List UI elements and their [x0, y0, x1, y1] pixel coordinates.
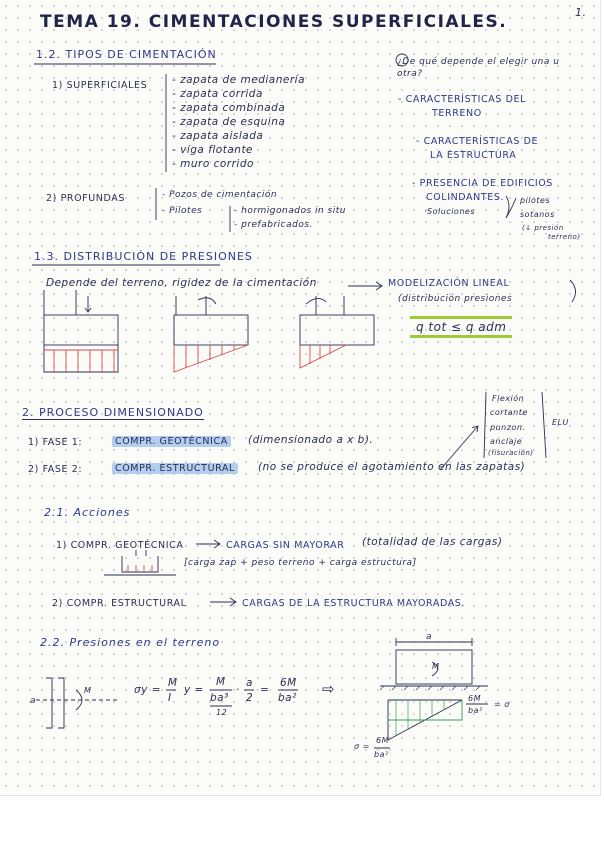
- profundas-label: 2) PROFUNDAS: [46, 193, 125, 204]
- page-number: 1.: [575, 6, 587, 19]
- brace-elu: [484, 392, 486, 458]
- formula-y: y =: [184, 684, 204, 696]
- arrow-right-icon: [348, 282, 382, 290]
- formula-6m-num: 6M: [280, 677, 297, 689]
- footing-stress-sketch: [374, 638, 488, 748]
- formula-i-den: I: [168, 692, 172, 704]
- formula-sigma: σy =: [134, 684, 162, 696]
- dim-a-label: a: [30, 696, 37, 706]
- list-item: (fisuración): [488, 449, 534, 457]
- section-2-2-heading: 2.2. Presiones en el terreno: [40, 636, 221, 649]
- pressure-diagram-trapezoid: [174, 296, 248, 372]
- arrow-right-icon: [210, 598, 236, 606]
- option-pilotes: pilotes: [520, 196, 551, 205]
- presion-note: (↓ presión: [522, 224, 564, 232]
- acciones-item2-text: CARGAS DE LA ESTRUCTURA MAYORADAS.: [242, 598, 466, 609]
- list-item: - Pilotes: [162, 206, 203, 216]
- list-item: COLINDANTES.: [426, 192, 505, 203]
- list-item: anclaje: [490, 437, 523, 446]
- superficiales-label: 1) SUPERFICIALES: [52, 80, 148, 91]
- acciones-item2-label: 2) COMPR. ESTRUCTURAL: [52, 598, 187, 609]
- list-item: TERRENO: [432, 108, 482, 119]
- list-item: - zapata de esquina: [172, 116, 286, 128]
- page-title: TEMA 19. CIMENTACIONES SUPERFICIALES.: [40, 12, 508, 32]
- sigma-top-num: 6M: [468, 694, 481, 703]
- modelizacion-sub: (distribución presiones: [398, 294, 513, 304]
- list-item: - prefabricados.: [234, 220, 313, 230]
- formula-ba2-den: ba²: [278, 692, 297, 704]
- list-item: - muro corrido: [172, 158, 254, 170]
- option-sotanos: sotanos: [520, 210, 555, 219]
- modelizacion-text: MODELIZACIÓN LINEAL: [388, 278, 510, 289]
- section-1-3-heading: 1.3. DISTRIBUCIÓN DE PRESIONES: [34, 250, 253, 263]
- acciones-item1-text: CARGAS SIN MAYORAR: [226, 540, 345, 551]
- section-1-2-heading: 1.2. TIPOS DE CIMENTACIÓN: [36, 48, 217, 61]
- list-item: - zapata combinada: [172, 102, 286, 114]
- arrow-elu-icon: [440, 426, 478, 470]
- acciones-item1-sub: [carga zap + peso terreno + carga estructura]: [184, 558, 417, 568]
- arrow-right-icon: [196, 540, 220, 548]
- elu-label: ELU: [552, 418, 569, 427]
- list-item: - PRESENCIA DE EDIFICIOS: [412, 178, 553, 189]
- list-item: - hormigonados in situ: [234, 206, 346, 216]
- question-text: ¿De qué depende el elegir una u otra?: [397, 57, 560, 79]
- section-2-heading: 2. PROCESO DIMENSIONADO: [22, 406, 204, 419]
- fase2-highlight: COMPR. ESTRUCTURAL: [112, 463, 238, 474]
- list-item: - zapata corrida: [172, 88, 263, 100]
- acciones-item1-note: (totalidad de las cargas): [362, 536, 503, 548]
- formula-dot: ·: [236, 684, 240, 696]
- fase2-note: (no se produce el agotamiento en las zapatas): [258, 461, 526, 473]
- sigma-top-suffix: = σ: [494, 700, 510, 709]
- list-item: LA ESTRUCTURA: [430, 150, 517, 161]
- presion-note: terreno): [548, 233, 581, 241]
- footing-mini-sketch: [104, 550, 176, 575]
- implies-arrow: ⇨: [322, 680, 336, 698]
- bracket-close: [570, 280, 576, 302]
- list-item: - zapata aislada: [172, 130, 264, 142]
- moment-label: M: [84, 686, 92, 695]
- brace-elu-right: [542, 392, 546, 458]
- formula-2-den: 2: [246, 692, 254, 704]
- formula-eq: =: [260, 684, 270, 696]
- list-item: cortante: [490, 408, 528, 417]
- star-circle-icon: [396, 54, 408, 66]
- list-item: punzon.: [490, 423, 526, 432]
- right-moment: M: [432, 662, 440, 671]
- fase1-label: 1) FASE 1:: [28, 437, 83, 448]
- formula-ba3-den: ba³: [210, 692, 229, 704]
- pressure-diagram-triangle: [300, 296, 374, 368]
- formula-m2-num: M: [216, 676, 226, 688]
- distribucion-text: Depende del terreno, rigidez de la cimentación: [46, 277, 317, 289]
- list-item: - Pozos de cimentación: [162, 190, 278, 200]
- sigma-bot-num: 6M: [376, 736, 389, 745]
- footing-plan-sketch: [36, 678, 120, 728]
- list-item: Flexión: [492, 394, 525, 403]
- sigma-bot-prefix: σ =: [354, 742, 370, 751]
- formula-12: 12: [216, 708, 228, 717]
- soluciones-label: ·Soluciones: [424, 207, 475, 216]
- sigma-top-den: ba²: [468, 706, 483, 715]
- sigma-bot-den: ba²: [374, 750, 389, 759]
- formula-m-num: M: [168, 677, 178, 689]
- list-item: - viga flotante: [172, 144, 254, 156]
- formula-q: q tot ≤ q adm: [410, 316, 512, 338]
- list-item: - CARACTERÍSTICAS DEL: [398, 94, 526, 105]
- list-item: - CARACTERÍSTICAS DE: [416, 136, 539, 147]
- list-item: - zapata de medianería: [172, 74, 306, 86]
- acciones-item1-label: 1) COMPR. GEOTÉCNICA: [56, 540, 184, 551]
- fase1-note: (dimensionado a x b).: [248, 434, 374, 446]
- right-dim-a: a: [426, 632, 433, 642]
- section-2-1-heading: 2.1. Acciones: [44, 506, 131, 519]
- fase1-highlight: COMPR. GEOTÉCNICA: [112, 436, 231, 447]
- pressure-diagram-uniform: [44, 290, 118, 372]
- formula-a-num: a: [246, 677, 253, 689]
- fase2-label: 2) FASE 2:: [28, 464, 83, 475]
- brace-soluciones: [506, 196, 516, 218]
